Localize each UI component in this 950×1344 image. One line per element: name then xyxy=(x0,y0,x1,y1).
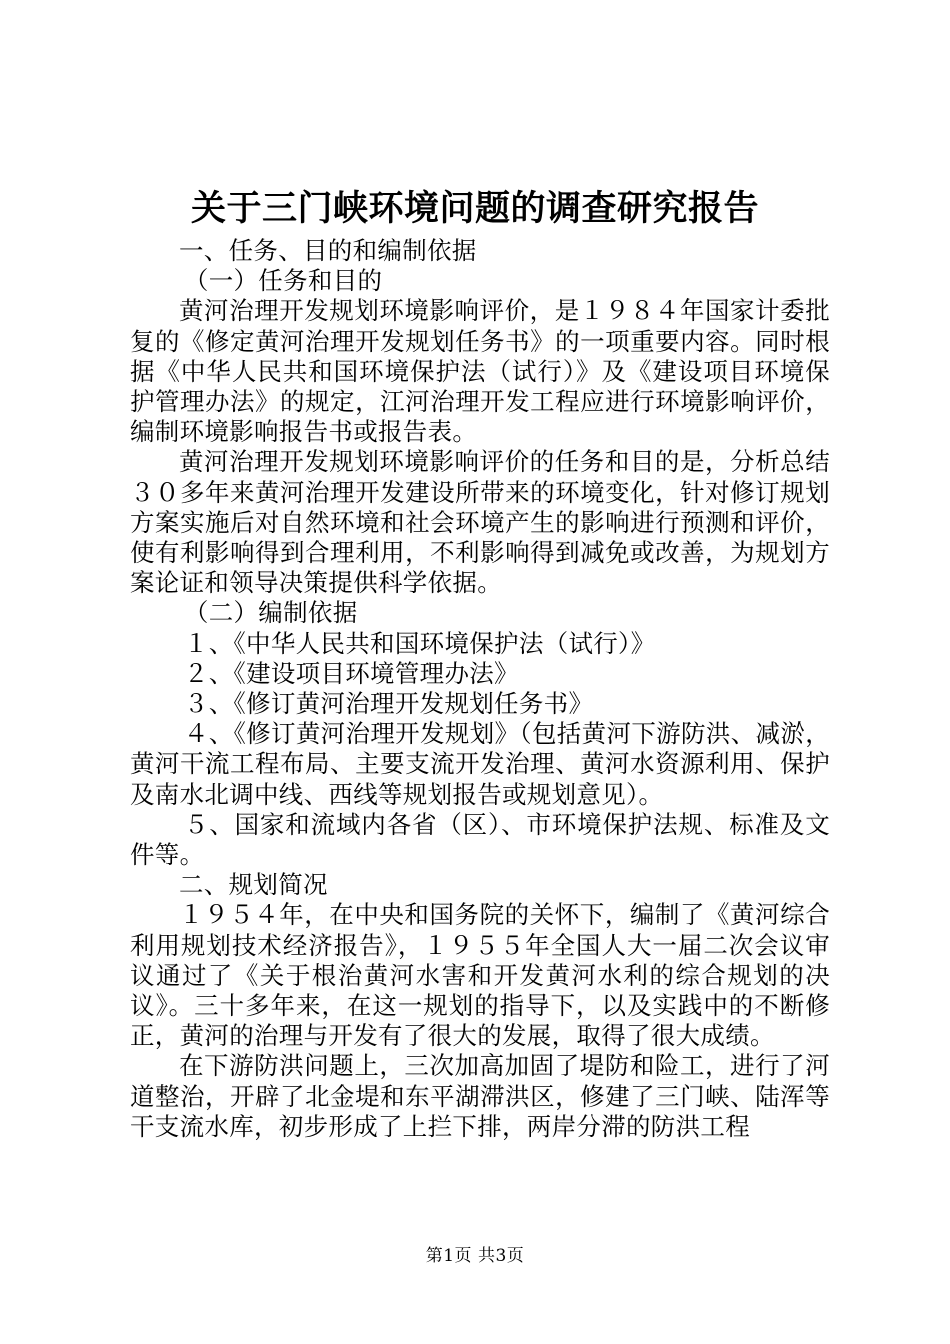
paragraph: 黄河治理开发规划环境影响评价的任务和目的是，分析总结３０多年来黄河治理开发建设所带来的环境变化，针对修订规划方案实施后对自然环境和社会环境产生的影响进行预测和评价，使有利影响得到合理利用，不利影响得到减免或改善，为规划方案论证和领导决策提供科学依据。 xyxy=(130,447,830,598)
list-item: １、《中华人民共和国环境保护法（试行）》 xyxy=(183,628,656,658)
subsection-heading-1: （一）任务和目的 xyxy=(183,266,383,296)
paragraph: 黄河治理开发规划环境影响评价，是１９８４年国家计委批复的《修定黄河治理开发规划任务书》的一项重要内容。同时根据《中华人民共和国环境保护法（试行）》及《建设项目环境保护管理办法》的规定，江河治理开发工程应进行环境影响评价，编制环境影响报告书或报告表。 xyxy=(130,296,830,447)
document-title: 关于三门峡环境问题的调查研究报告 xyxy=(190,188,759,229)
list-item: ５、国家和流域内各省（区）、市环境保护法规、标准及文件等。 xyxy=(130,809,830,870)
section-heading-2: 二、规划简况 xyxy=(179,870,328,900)
list-item: ２、《建设项目环境管理办法》 xyxy=(183,658,519,688)
subsection-heading-2: （二）编制依据 xyxy=(183,598,358,628)
paragraph: １９５４年，在中央和国务院的关怀下，编制了《黄河综合利用规划技术经济报告》，１９５５年全国人大一届二次会议审议通过了《关于根治黄河水害和开发黄河水利的综合规划的决议》。三十多年来，在这一规划的指导下，以及实践中的不断修正，黄河的治理与开发有了很大的发展，取得了很大成绩。 xyxy=(130,900,830,1051)
list-item: ３、《修订黄河治理开发规划任务书》 xyxy=(183,689,594,719)
document-body xyxy=(130,236,830,1142)
paragraph: 在下游防洪问题上，三次加高加固了堤防和险工，进行了河道整治，开辟了北金堤和东平湖滞洪区，修建了三门峡、陆浑等干支流水库，初步形成了上拦下排，两岸分滞的防洪工程 xyxy=(130,1051,830,1141)
page-footer: 第1页 共3页 xyxy=(425,1246,525,1266)
section-heading-1: 一、任务、目的和编制依据 xyxy=(179,236,477,265)
list-item: ４、《修订黄河治理开发规划》（包括黄河下游防洪、减淤，黄河干流工程布局、主要支流开发治理、黄河水资源利用、保护及南水北调中线、西线等规划报告或规划意见）。 xyxy=(130,719,830,809)
